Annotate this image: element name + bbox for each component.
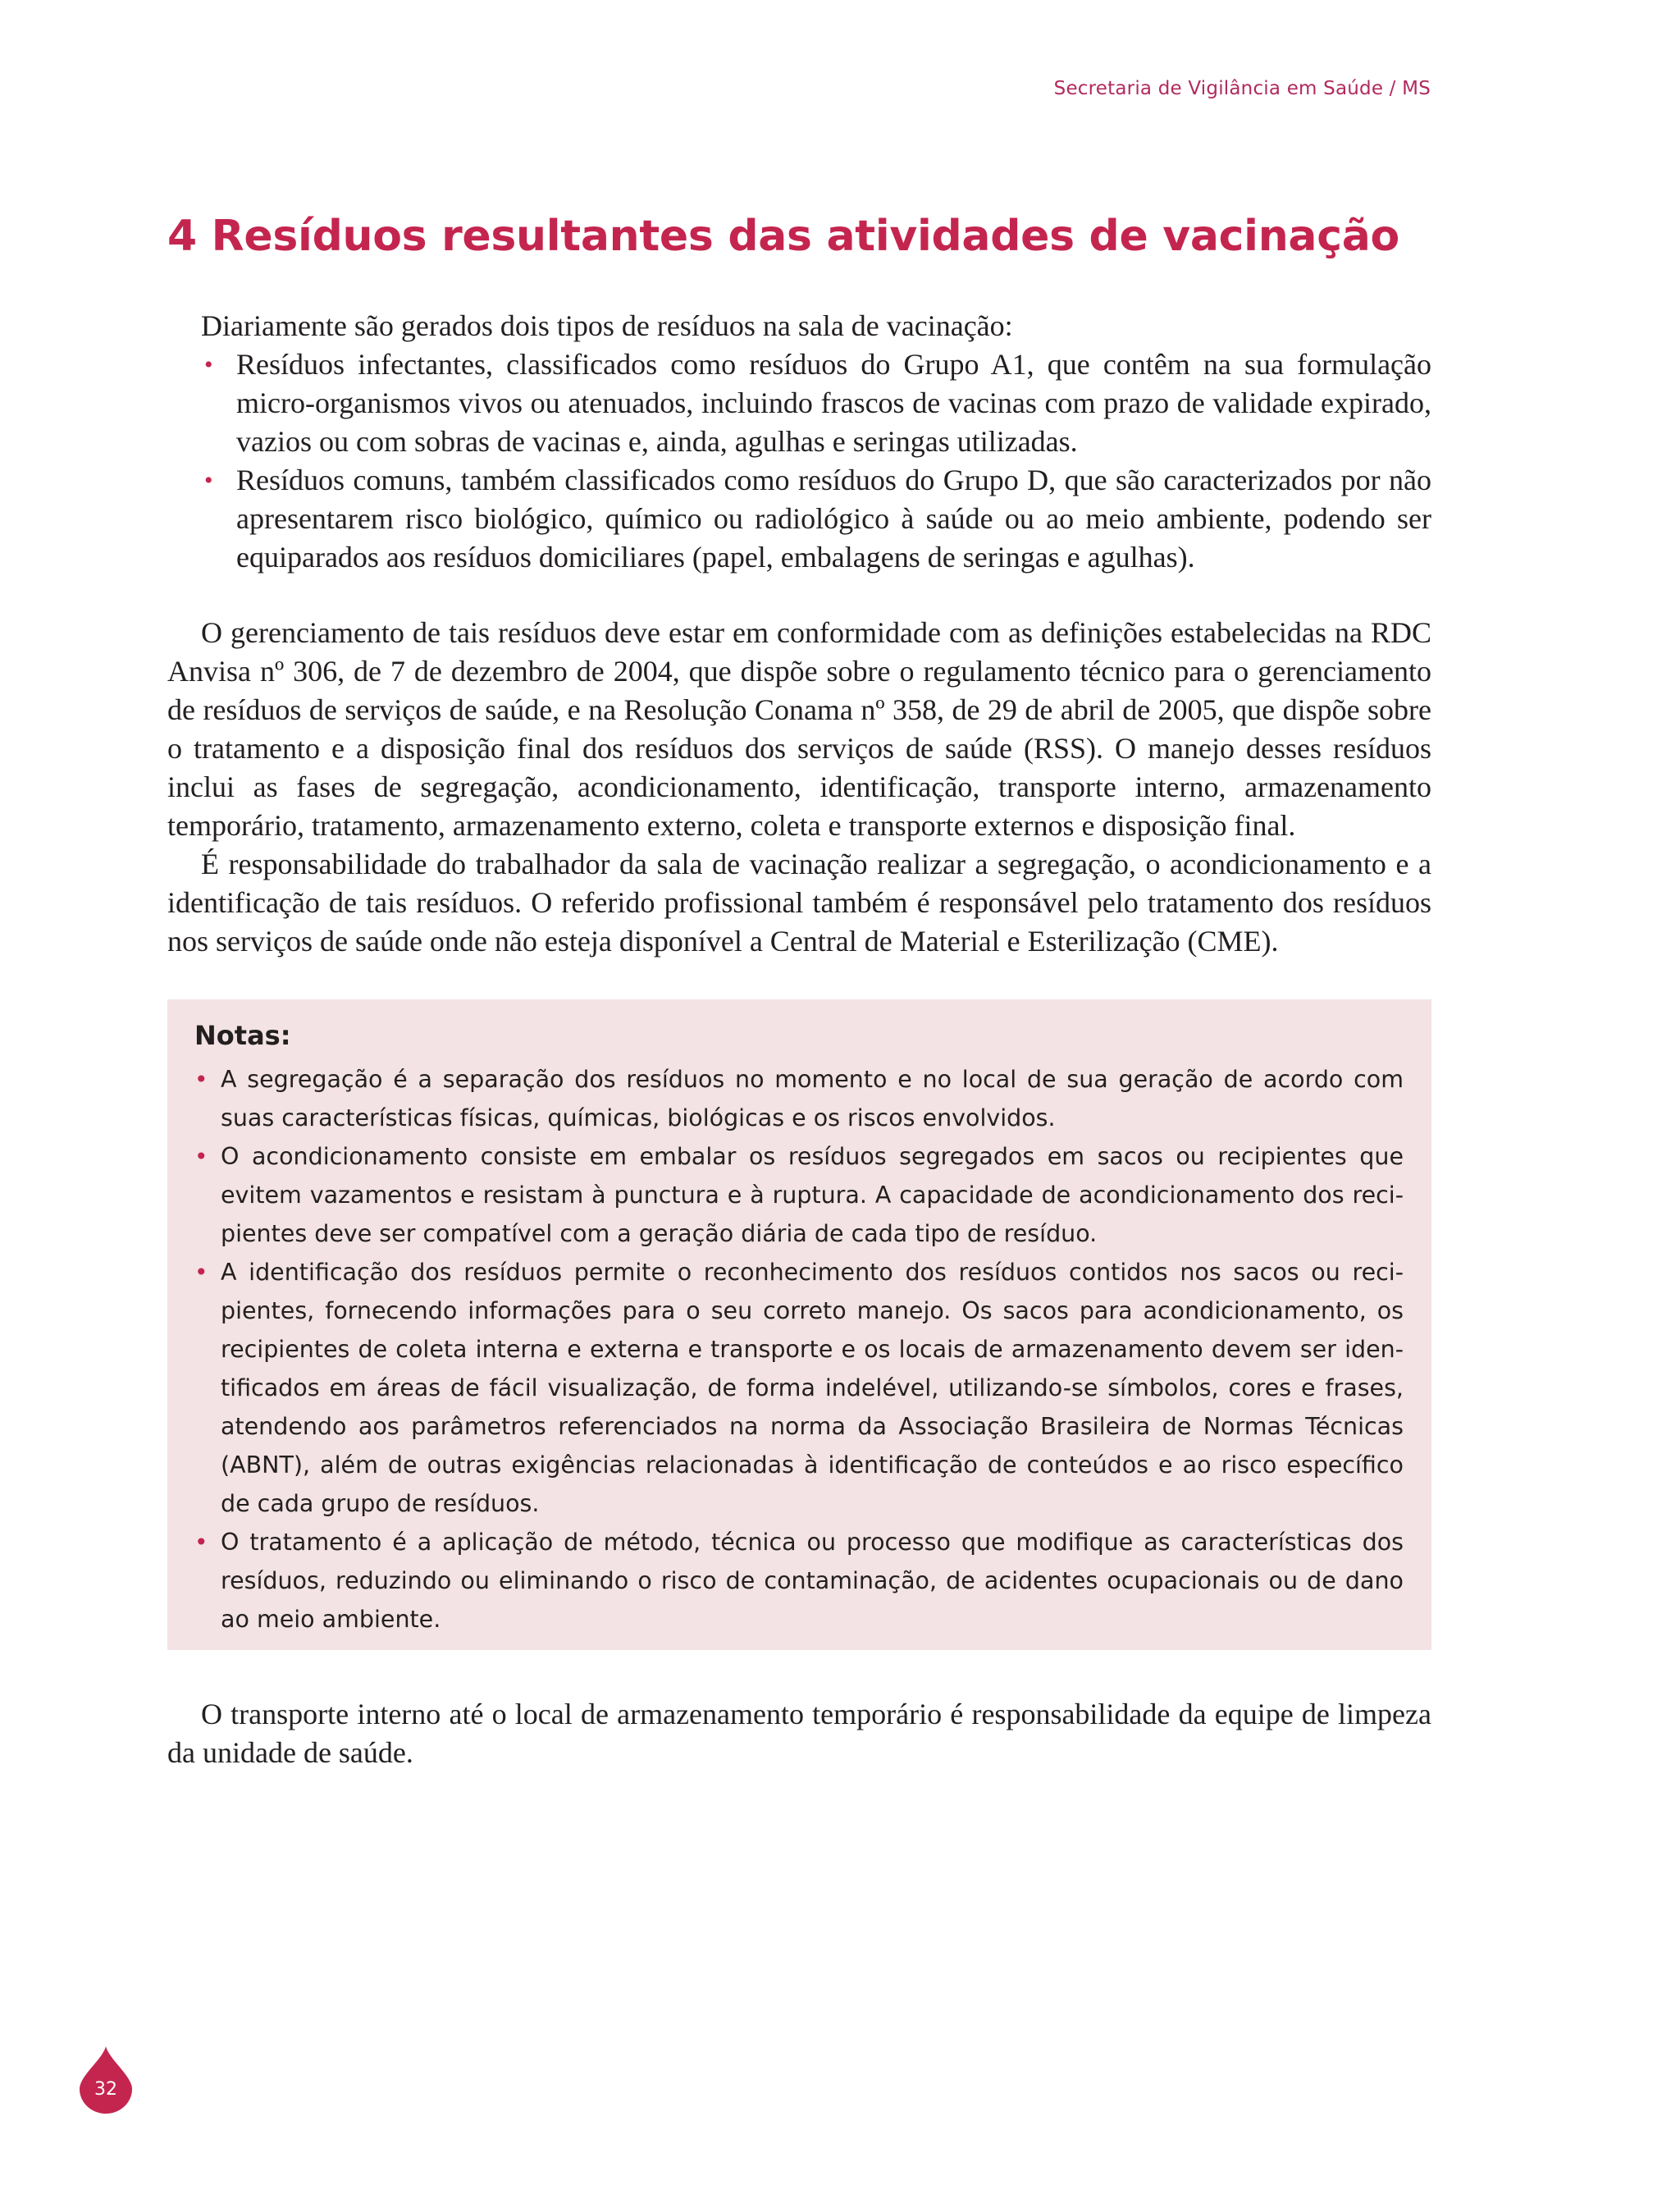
list-item [194, 1137, 1404, 1253]
bullet-dot-icon: • [204, 467, 213, 494]
list-item-text: Resíduos comuns, também classificados como resíduos do Grupo D, que são caracterizados por não apresentarem risco biológico, químico ou radiológico à saúde ou ao meio ambiente, podendo ser equiparados aos resíduos domiciliares (papel, embalagens de seringas e agulhas). [236, 464, 1431, 574]
intro-lead: Diariamente são gerados dois tipos de resíduos na sala de vacinação: [201, 309, 1013, 342]
closing-section [167, 1695, 1431, 1772]
list-item [201, 461, 1431, 577]
list-item [201, 345, 1431, 461]
paragraph: O gerenciamento de tais resíduos deve estar em conformidade com as definições estabelecidas na RDC Anvisa nº 306, de 7 de dezembro de 2004, que dispõe sobre o regulamento técnico para o gerenciamento de resíduos de serviços de saúde, e na Resolução Conama nº 358, de 29 de abril de 2005, que dispõe sobre o tratamento e a disposição final dos resíduos dos serviços de saúde (RSS). O manejo desses resíduos inclui as fases de segregação, acondicionamento, identificação, transporte interno, armazenamento temporário, tratamento, armazenamento externo, coleta e transporte externos e disposição final. [167, 616, 1431, 842]
notes-list [194, 1060, 1404, 1639]
bullet-dot-icon: • [194, 1143, 208, 1170]
notes-title: Notas: [194, 1020, 291, 1051]
list-item-text: O tratamento é a aplicação de método, técnica ou processo que modifique as características dos resíduos, reduzindo ou eliminando o risco de contaminação, de acidentes ocupacionais ou de dano ao meio ambiente. [221, 1529, 1404, 1633]
running-header: Secretaria de Vigilância em Saúde / MS [1053, 78, 1431, 99]
list-item [194, 1253, 1404, 1523]
list-item-text: A segregação é a separação dos resíduos no momento e no local de sua geração de acordo com suas características físicas, químicas, biológicas e os riscos envolvidos. [221, 1066, 1404, 1131]
chapter-title: 4 Resíduos resultantes das atividades de vacinação [167, 212, 1399, 261]
bullet-dot-icon: • [194, 1066, 208, 1093]
paragraph: É responsabilidade do trabalhador da sala de vacinação realizar a segregação, o acondicionamento e a identificação de tais resíduos. O referido profissional também é responsável pelo tratamento dos resíduos nos serviços de saúde onde não esteja disponível a Central de Material e Esterilização (CME). [167, 848, 1431, 958]
bullet-dot-icon: • [194, 1529, 208, 1556]
page-number: 32 [94, 2079, 117, 2100]
list-item-text: Resíduos infectantes, classificados como resíduos do Grupo A1, que contêm na sua formulação micro-organismos vivos ou atenuados, incluindo frascos de vacinas com prazo de validade expirado, vazios ou com sobras de vacinas e, ainda, agulhas e seringas utilizadas. [236, 348, 1431, 458]
body-paragraphs [167, 614, 1431, 961]
notes-box [167, 999, 1431, 1650]
list-item-text: O acondicionamento consiste em embalar os resíduos segregados em sacos ou recipientes que evitem vazamentos e resistam à punctura e à ruptura. A capacidade de acondicionamento dos recipientes deve ser compatível com a geração diária de cada tipo de resíduo. [221, 1143, 1404, 1247]
bullet-dot-icon: • [204, 351, 213, 378]
intro-section [201, 307, 1431, 577]
list-item-text: A identificação dos resíduos permite o reconhecimento dos resíduos contidos nos sacos ou recipientes, fornecendo informações para o seu correto manejo. Os sacos para acondicionamento, os recipientes de coleta interna e externa e transporte e os locais de armazenamento devem ser identificados em áreas de fácil visualização, de forma indelével, utilizando-se símbolos, cores e frases, atendendo aos parâmetros referenciados na norma da Associação Brasileira de Normas Técnicas (ABNT), além de outras exigências relacionadas à identificação de conteúdos e ao risco específico de cada grupo de resíduos. [221, 1259, 1404, 1517]
intro-bullet-list [201, 345, 1431, 577]
list-item [194, 1060, 1404, 1137]
closing-paragraph: O transporte interno até o local de armazenamento temporário é responsabilidade da equipe de limpeza da unidade de saúde. [167, 1698, 1431, 1769]
list-item [194, 1523, 1404, 1639]
bullet-dot-icon: • [194, 1259, 208, 1286]
page-number-marker [78, 2045, 134, 2114]
